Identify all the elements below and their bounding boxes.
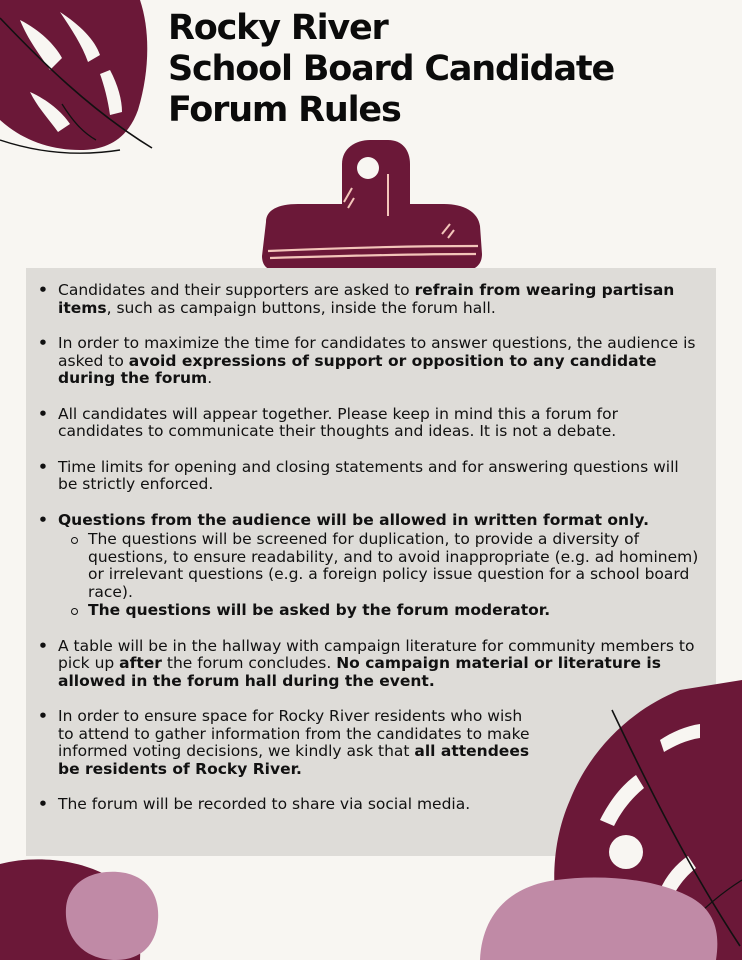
sub-list-item	[58, 531, 702, 601]
rule-emphasis: avoid expressions of support or opposition to any candidate during the forum	[58, 351, 657, 387]
rule-emphasis: No campaign material or literature is allowed in the forum hall during the event.	[58, 654, 661, 690]
list-item	[26, 459, 716, 494]
rule-text: , such as campaign buttons, inside the forum hall.	[106, 298, 496, 317]
rule-emphasis: refrain from wearing partisan items	[58, 281, 675, 317]
rule-text: In order to maximize the time for candidates to answer questions, the audience is asked to	[58, 334, 696, 370]
rule-emphasis: after	[119, 654, 162, 672]
page-title	[168, 8, 728, 131]
rule-text: .	[207, 369, 213, 387]
rule-text: The questions will be screened for duplication, to provide a diversity of questions, to ensure readability, and to avoid inappropriate (e.g. ad hominem) or irrelevant questions (e.g. a foreign policy issue question for a school board race).	[88, 530, 699, 601]
binder-clip-icon	[258, 138, 484, 274]
rule-emphasis: Questions from the audience will be allowed in written format only.	[58, 510, 649, 529]
rule-text: A table will be in the hallway with campaign literature for community members to pick up	[58, 636, 695, 672]
rule-text: Candidates and their supporters are asked to	[58, 281, 415, 299]
title-line-2: School Board Candidate	[168, 49, 614, 89]
rule-text: the forum concludes.	[161, 654, 337, 672]
list-item	[26, 512, 716, 620]
pink-blob-shape	[480, 874, 720, 960]
list-item	[26, 335, 716, 388]
rule-text: In order to ensure space for Rocky River residents who wish to attend to gather information from the candidates to make informed voting decisions, we kindly ask that	[58, 707, 530, 760]
rule-emphasis: The questions will be asked by the forum moderator.	[88, 601, 551, 619]
rule-text: The forum will be recorded to share via social media.	[58, 795, 471, 813]
list-item	[26, 282, 716, 317]
list-item	[26, 406, 716, 441]
title-line-1: Rocky River	[168, 8, 388, 48]
rule-emphasis: all attendees be residents of Rocky River.	[58, 742, 530, 778]
sub-list	[58, 531, 702, 620]
title-line-3: Forum Rules	[168, 90, 401, 130]
rule-text: Time limits for opening and closing statements and for answering questions will be strictly enforced.	[58, 457, 679, 493]
pink-blob-shape	[58, 868, 162, 960]
sub-list-item	[58, 602, 702, 620]
monstera-leaf-icon	[0, 0, 160, 160]
rule-text: All candidates will appear together. Please keep in mind this a forum for candidates to communicate their thoughts and ideas. It is not a debate.	[58, 404, 618, 440]
